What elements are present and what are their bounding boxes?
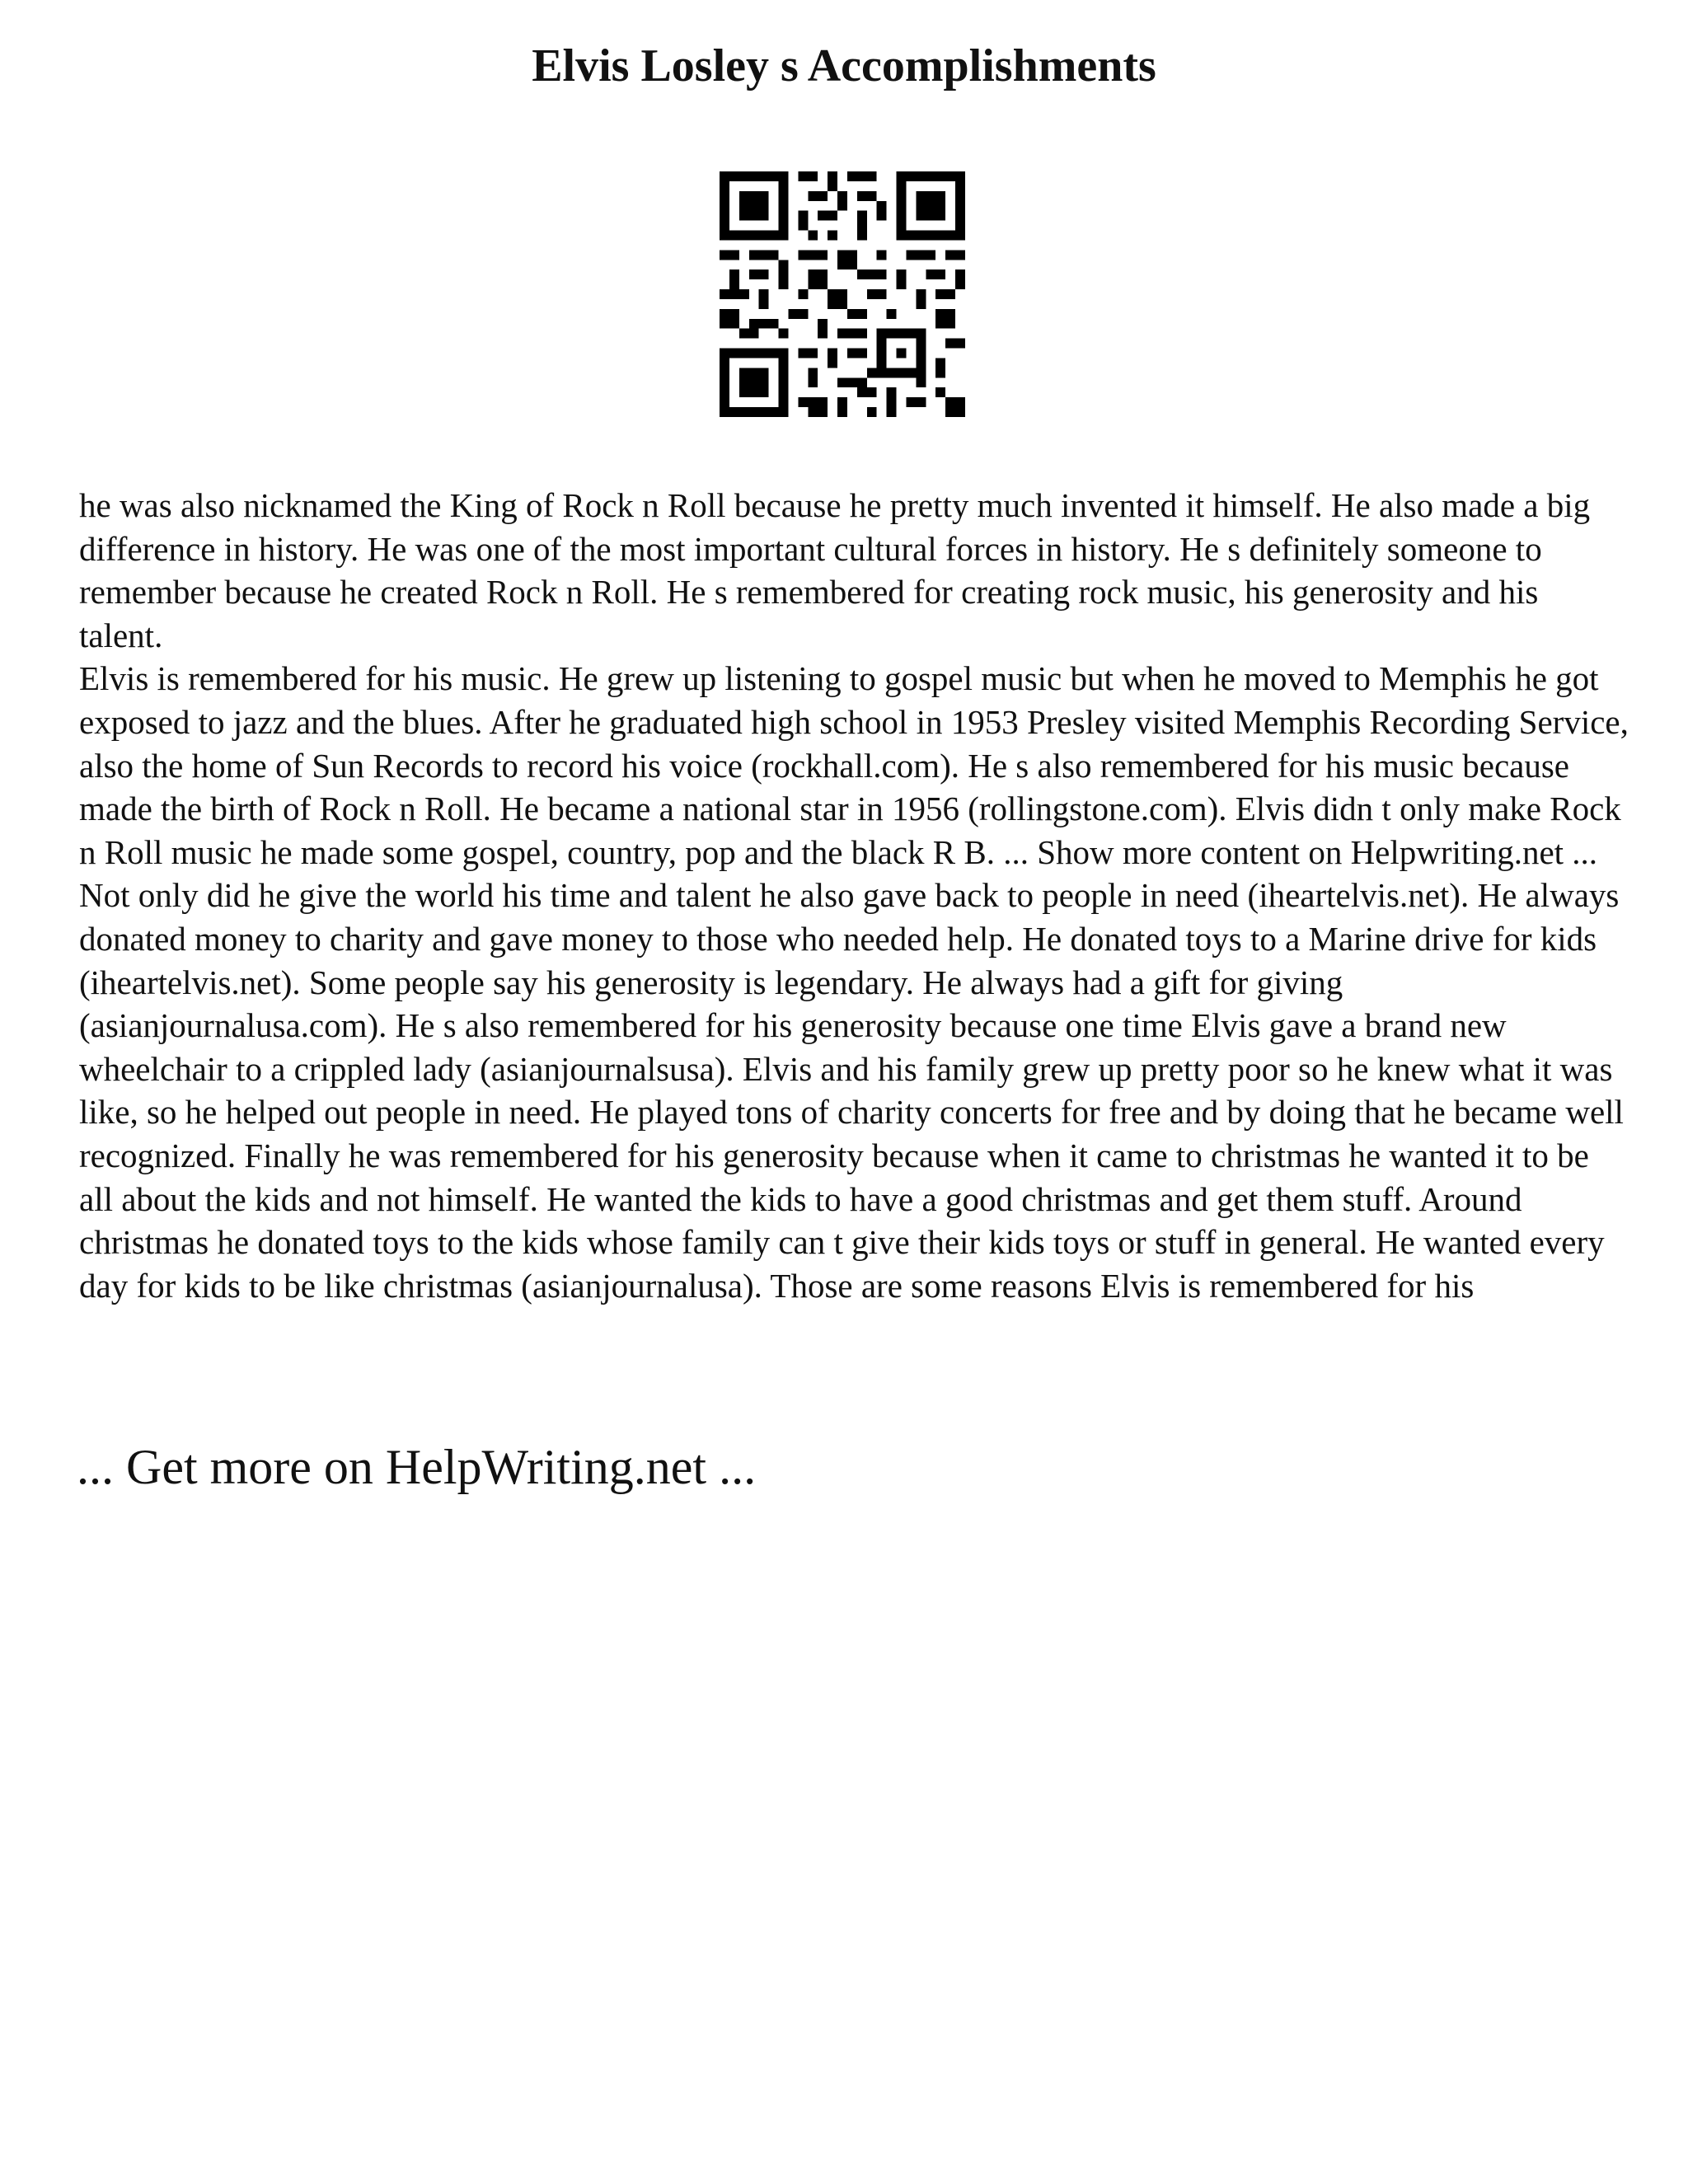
article-body bbox=[79, 484, 1629, 1307]
paragraph-music: Elvis is remembered for his music. He grew up listening to gospel music but when he moved to Memphis he got exposed to jazz and the blues. After he graduated high school in 1953 Presley visited Memphis Recording Service, also the home of Sun Records to record his voice (rockhall.com). He s also remembered for his music because made the birth of Rock n Roll. He became a national star in 1956 (rollingstone.com). Elvis didn t only make Rock n Roll music he made some gospel, country, pop and the black R B. ... Show more content on Helpwriting.net ... bbox=[79, 659, 1629, 871]
paragraph-intro: he was also nicknamed the King of Rock n Roll because he pretty much invented it himself. He also made a big difference in history. He was one of the most important cultural forces in history. He s definitely someone to remember because he created Rock n Roll. He s remembered for creating rock music, his generosity and his talent. bbox=[79, 486, 1591, 654]
page-title: Elvis Losley s Accomplishments bbox=[532, 40, 1156, 91]
get-more-link[interactable]: ... Get more on HelpWriting.net ... bbox=[77, 1440, 757, 1494]
qr-code-image bbox=[720, 171, 965, 417]
paragraph-generosity: Not only did he give the world his time and talent he also gave back to people in need (iheartelvis.net). He always donated money to charity and gave money to those who needed help. He donated toys to a Marine drive for kids (iheartelvis.net). Some people say his generosity is legendary. He always had a gift for giving (asianjournalusa.com). He s also remembered for his generosity because one time Elvis gave a brand new wheelchair to a crippled lady (asianjournalsusa). Elvis and his family grew up pretty poor so he knew what it was like, so he helped out people in need. He played tons of charity concerts for free and by doing that he became well recognized. Finally he was remembered for his generosity because when it came to christmas he wanted it to be all about the kids and not himself. He wanted the kids to have a good christmas and get them stuff. Around christmas he donated toys to the kids whose family can t give their kids toys or stuff in general. He wanted every day for kids to be like christmas (asianjournalusa). Those are some reasons Elvis is remembered for his bbox=[79, 876, 1624, 1305]
qr-code-graphic bbox=[720, 171, 965, 417]
